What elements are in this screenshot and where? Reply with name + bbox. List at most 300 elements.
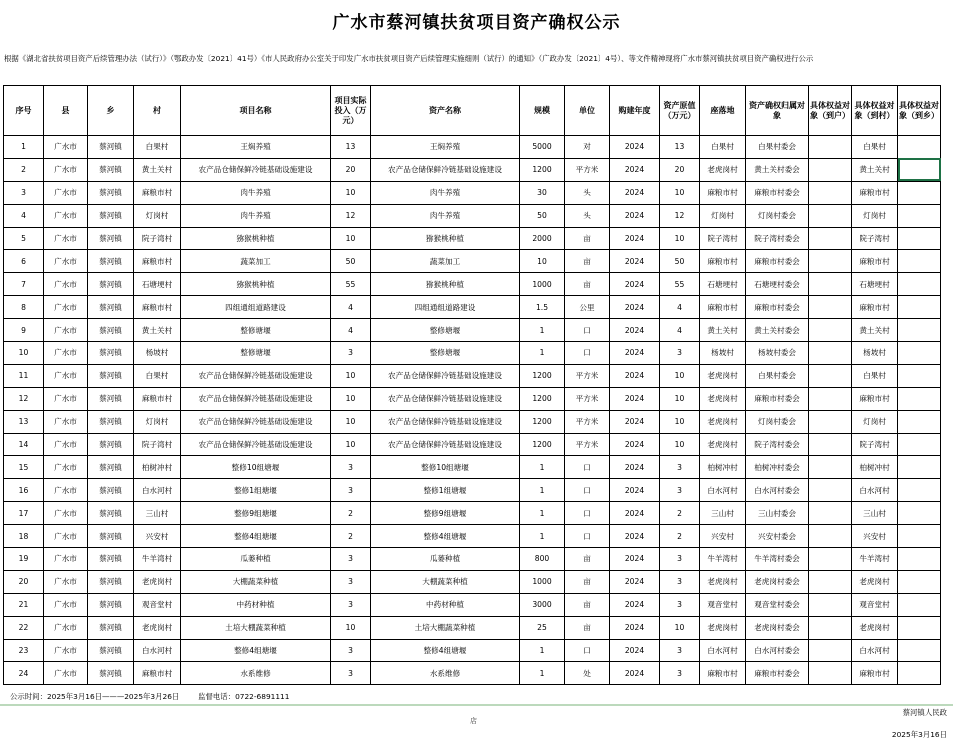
table-cell[interactable]: 广水市 xyxy=(44,342,88,365)
table-cell[interactable]: 黄土关村 xyxy=(852,319,898,342)
table-cell[interactable]: 亩 xyxy=(565,273,610,296)
table-cell[interactable] xyxy=(898,525,941,548)
table-cell[interactable]: 蔡河镇 xyxy=(88,227,134,250)
table-cell[interactable]: 3 xyxy=(4,181,44,204)
table-cell[interactable]: 口 xyxy=(565,525,610,548)
table-cell[interactable]: 老虎岗村 xyxy=(700,433,746,456)
table-cell[interactable]: 2024 xyxy=(610,158,660,181)
table-cell[interactable]: 3 xyxy=(660,548,700,571)
table-cell[interactable] xyxy=(898,616,941,639)
table-cell[interactable]: 白水河村 xyxy=(134,639,181,662)
column-header[interactable]: 座落地 xyxy=(700,86,746,136)
table-cell[interactable]: 猕猴桃种植 xyxy=(181,227,331,250)
table-cell[interactable]: 亩 xyxy=(565,616,610,639)
table-cell[interactable]: 黄土关村 xyxy=(134,319,181,342)
column-header[interactable]: 村 xyxy=(134,86,181,136)
table-cell[interactable]: 广水市 xyxy=(44,570,88,593)
table-cell[interactable]: 1 xyxy=(520,662,565,685)
table-cell[interactable]: 头 xyxy=(565,204,610,227)
table-cell[interactable]: 农产品仓储保鲜冷链基础设施建设 xyxy=(181,433,331,456)
table-cell[interactable]: 整修4组塘堰 xyxy=(181,525,331,548)
column-header[interactable]: 项目名称 xyxy=(181,86,331,136)
table-cell[interactable]: 2024 xyxy=(610,181,660,204)
table-cell[interactable]: 蔡河镇 xyxy=(88,158,134,181)
table-cell[interactable]: 蔡河镇 xyxy=(88,296,134,319)
table-cell[interactable]: 广水市 xyxy=(44,250,88,273)
table-cell[interactable]: 蔡河镇 xyxy=(88,136,134,159)
table-cell[interactable]: 16 xyxy=(4,479,44,502)
table-cell[interactable]: 麻粮市村 xyxy=(134,296,181,319)
table-cell[interactable]: 三山村 xyxy=(852,502,898,525)
table-cell[interactable] xyxy=(809,273,852,296)
table-cell[interactable]: 观音堂村委会 xyxy=(746,593,809,616)
table-cell[interactable]: 蔡河镇 xyxy=(88,273,134,296)
table-cell[interactable]: 兴安村 xyxy=(852,525,898,548)
table-cell[interactable] xyxy=(809,227,852,250)
table-cell[interactable]: 3 xyxy=(331,570,371,593)
table-cell[interactable]: 农产品仓储保鲜冷链基础设施建设 xyxy=(371,158,520,181)
table-cell[interactable]: 瓜蒌种植 xyxy=(371,548,520,571)
table-cell[interactable]: 13 xyxy=(660,136,700,159)
table-cell[interactable]: 广水市 xyxy=(44,181,88,204)
table-cell[interactable]: 3 xyxy=(331,593,371,616)
table-cell[interactable]: 1 xyxy=(520,639,565,662)
table-cell[interactable]: 老虎岗村 xyxy=(700,158,746,181)
table-cell[interactable]: 3 xyxy=(331,456,371,479)
table-cell[interactable]: 10 xyxy=(4,342,44,365)
table-cell[interactable]: 10 xyxy=(331,616,371,639)
table-cell[interactable]: 老虎岗村 xyxy=(134,616,181,639)
table-cell[interactable]: 老虎岗村 xyxy=(134,570,181,593)
column-header[interactable]: 具体权益对象（到村） xyxy=(852,86,898,136)
table-cell[interactable]: 院子湾村 xyxy=(852,227,898,250)
table-cell[interactable] xyxy=(809,136,852,159)
table-cell[interactable]: 10 xyxy=(660,410,700,433)
column-header[interactable]: 规模 xyxy=(520,86,565,136)
table-cell[interactable]: 灯岗村委会 xyxy=(746,410,809,433)
table-cell[interactable]: 2024 xyxy=(610,502,660,525)
table-cell[interactable]: 肉牛养殖 xyxy=(181,204,331,227)
table-cell[interactable]: 55 xyxy=(331,273,371,296)
table-cell[interactable]: 10 xyxy=(660,387,700,410)
table-cell[interactable]: 8 xyxy=(4,296,44,319)
table-cell[interactable]: 石塘埂村委会 xyxy=(746,273,809,296)
table-cell[interactable]: 公里 xyxy=(565,296,610,319)
table-cell[interactable]: 蔡河镇 xyxy=(88,479,134,502)
table-cell[interactable]: 口 xyxy=(565,639,610,662)
table-cell[interactable]: 兴安村 xyxy=(700,525,746,548)
table-cell[interactable] xyxy=(898,662,941,685)
table-cell[interactable]: 2024 xyxy=(610,204,660,227)
table-cell[interactable]: 3 xyxy=(331,639,371,662)
table-cell[interactable] xyxy=(809,616,852,639)
table-cell[interactable] xyxy=(809,319,852,342)
table-cell[interactable] xyxy=(809,502,852,525)
table-cell[interactable]: 整修4组塘堰 xyxy=(371,525,520,548)
table-cell[interactable] xyxy=(809,548,852,571)
table-cell[interactable] xyxy=(898,479,941,502)
table-cell[interactable]: 白果村 xyxy=(700,136,746,159)
table-cell[interactable]: 2024 xyxy=(610,410,660,433)
table-cell[interactable]: 灯岗村 xyxy=(134,204,181,227)
table-cell[interactable]: 7 xyxy=(4,273,44,296)
table-cell[interactable]: 2024 xyxy=(610,136,660,159)
table-cell[interactable] xyxy=(898,433,941,456)
table-cell[interactable]: 12 xyxy=(660,204,700,227)
table-cell[interactable]: 猕猴桃种植 xyxy=(371,227,520,250)
column-header[interactable]: 乡 xyxy=(88,86,134,136)
table-cell[interactable]: 灯岗村委会 xyxy=(746,204,809,227)
table-cell[interactable]: 蔡河镇 xyxy=(88,387,134,410)
table-cell[interactable]: 整修塘堰 xyxy=(181,319,331,342)
table-cell[interactable]: 1.5 xyxy=(520,296,565,319)
table-cell[interactable]: 中药材种植 xyxy=(181,593,331,616)
table-cell[interactable]: 农产品仓储保鲜冷链基础设施建设 xyxy=(371,387,520,410)
table-cell[interactable]: 麻粮市村 xyxy=(700,250,746,273)
table-cell[interactable]: 整修塘堰 xyxy=(371,342,520,365)
table-cell[interactable]: 肉牛养殖 xyxy=(181,181,331,204)
column-header[interactable]: 项目实际投入（万元） xyxy=(331,86,371,136)
table-cell[interactable]: 杨坡村委会 xyxy=(746,342,809,365)
table-cell[interactable]: 麻粮市村 xyxy=(700,662,746,685)
table-cell[interactable]: 广水市 xyxy=(44,364,88,387)
table-cell[interactable]: 2 xyxy=(660,502,700,525)
table-cell[interactable] xyxy=(898,250,941,273)
table-cell[interactable]: 柏树冲村委会 xyxy=(746,456,809,479)
table-cell[interactable]: 土培大棚蔬菜种植 xyxy=(371,616,520,639)
table-cell[interactable]: 广水市 xyxy=(44,204,88,227)
table-cell[interactable] xyxy=(898,319,941,342)
table-cell[interactable]: 杨坡村 xyxy=(134,342,181,365)
table-cell[interactable] xyxy=(809,181,852,204)
table-cell[interactable]: 整修9组塘堰 xyxy=(181,502,331,525)
table-cell[interactable]: 18 xyxy=(4,525,44,548)
table-cell[interactable]: 口 xyxy=(565,319,610,342)
table-cell[interactable]: 平方米 xyxy=(565,364,610,387)
table-cell[interactable]: 对 xyxy=(565,136,610,159)
table-cell[interactable] xyxy=(898,204,941,227)
table-cell[interactable]: 黄土关村 xyxy=(134,158,181,181)
table-cell[interactable]: 22 xyxy=(4,616,44,639)
table-cell[interactable]: 老虎岗村委会 xyxy=(746,616,809,639)
table-cell[interactable]: 头 xyxy=(565,181,610,204)
table-cell[interactable]: 2024 xyxy=(610,342,660,365)
table-cell[interactable]: 广水市 xyxy=(44,662,88,685)
table-cell[interactable]: 农产品仓储保鲜冷链基础设施建设 xyxy=(371,364,520,387)
table-cell[interactable]: 广水市 xyxy=(44,387,88,410)
table-cell[interactable]: 整修塘堰 xyxy=(371,319,520,342)
table-cell[interactable]: 4 xyxy=(331,319,371,342)
table-cell[interactable]: 蔡河镇 xyxy=(88,616,134,639)
table-cell[interactable]: 杨坡村 xyxy=(700,342,746,365)
table-cell[interactable]: 广水市 xyxy=(44,158,88,181)
table-cell[interactable]: 农产品仓储保鲜冷链基础设施建设 xyxy=(371,433,520,456)
table-cell[interactable]: 蔡河镇 xyxy=(88,342,134,365)
table-cell[interactable]: 3 xyxy=(660,639,700,662)
table-cell[interactable]: 蔡河镇 xyxy=(88,181,134,204)
table-cell[interactable]: 农产品仓储保鲜冷链基础设施建设 xyxy=(371,410,520,433)
table-cell[interactable]: 灯岗村 xyxy=(700,204,746,227)
table-cell[interactable]: 白果村 xyxy=(852,364,898,387)
table-cell[interactable]: 15 xyxy=(4,456,44,479)
table-cell[interactable]: 广水市 xyxy=(44,525,88,548)
table-cell[interactable]: 蔡河镇 xyxy=(88,250,134,273)
table-cell[interactable]: 广水市 xyxy=(44,296,88,319)
table-cell[interactable]: 广水市 xyxy=(44,227,88,250)
table-cell[interactable]: 平方米 xyxy=(565,433,610,456)
table-cell[interactable]: 广水市 xyxy=(44,410,88,433)
table-cell[interactable]: 老虎岗村 xyxy=(700,616,746,639)
table-cell[interactable]: 牛羊湾村 xyxy=(134,548,181,571)
table-cell[interactable]: 1 xyxy=(520,525,565,548)
table-cell[interactable]: 蔡河镇 xyxy=(88,410,134,433)
column-header[interactable]: 单位 xyxy=(565,86,610,136)
table-cell[interactable] xyxy=(898,456,941,479)
table-cell[interactable] xyxy=(809,456,852,479)
table-cell[interactable]: 3 xyxy=(660,456,700,479)
table-cell[interactable]: 广水市 xyxy=(44,136,88,159)
table-cell[interactable]: 1 xyxy=(520,479,565,502)
table-cell[interactable]: 杨坡村 xyxy=(852,342,898,365)
table-cell[interactable]: 平方米 xyxy=(565,387,610,410)
table-cell[interactable]: 3 xyxy=(331,548,371,571)
table-cell[interactable]: 21 xyxy=(4,593,44,616)
table-cell[interactable]: 灯岗村 xyxy=(134,410,181,433)
table-cell[interactable]: 麻粮市村委会 xyxy=(746,250,809,273)
table-cell[interactable]: 2024 xyxy=(610,273,660,296)
table-cell[interactable]: 10 xyxy=(520,250,565,273)
table-cell[interactable]: 麻粮市村 xyxy=(700,296,746,319)
table-cell[interactable]: 23 xyxy=(4,639,44,662)
table-cell[interactable]: 白果村委会 xyxy=(746,364,809,387)
table-cell[interactable]: 整修1组塘堰 xyxy=(181,479,331,502)
table-cell[interactable]: 农产品仓储保鲜冷链基础设施建设 xyxy=(181,410,331,433)
table-cell[interactable]: 白果村 xyxy=(134,136,181,159)
table-cell[interactable]: 蔡河镇 xyxy=(88,570,134,593)
table-cell[interactable]: 牛羊湾村 xyxy=(852,548,898,571)
table-cell[interactable]: 麻粮市村委会 xyxy=(746,387,809,410)
table-cell[interactable]: 4 xyxy=(660,296,700,319)
table-cell[interactable]: 白果村 xyxy=(134,364,181,387)
table-cell[interactable]: 石塘埂村 xyxy=(852,273,898,296)
table-cell[interactable]: 17 xyxy=(4,502,44,525)
table-cell[interactable]: 白水河村委会 xyxy=(746,639,809,662)
table-cell[interactable]: 1200 xyxy=(520,387,565,410)
table-cell[interactable]: 白果村委会 xyxy=(746,136,809,159)
table-cell[interactable]: 50 xyxy=(520,204,565,227)
column-header[interactable]: 资产原值（万元） xyxy=(660,86,700,136)
table-cell[interactable]: 1 xyxy=(4,136,44,159)
table-cell[interactable]: 蔡河镇 xyxy=(88,433,134,456)
table-cell[interactable]: 3000 xyxy=(520,593,565,616)
table-cell[interactable]: 广水市 xyxy=(44,456,88,479)
column-header[interactable]: 县 xyxy=(44,86,88,136)
table-cell[interactable] xyxy=(898,410,941,433)
table-cell[interactable]: 广水市 xyxy=(44,593,88,616)
table-cell[interactable]: 10 xyxy=(660,433,700,456)
table-cell[interactable] xyxy=(809,593,852,616)
table-cell[interactable]: 麻粮市村 xyxy=(134,250,181,273)
table-cell[interactable] xyxy=(898,387,941,410)
table-cell[interactable]: 王焖养殖 xyxy=(371,136,520,159)
table-cell[interactable]: 牛羊湾村委会 xyxy=(746,548,809,571)
table-cell[interactable]: 2024 xyxy=(610,296,660,319)
table-cell[interactable]: 10 xyxy=(331,364,371,387)
table-cell[interactable]: 10 xyxy=(660,181,700,204)
table-cell[interactable] xyxy=(809,662,852,685)
table-cell[interactable]: 1000 xyxy=(520,273,565,296)
table-cell[interactable]: 2024 xyxy=(610,250,660,273)
table-cell[interactable]: 亩 xyxy=(565,548,610,571)
table-cell[interactable]: 灯岗村 xyxy=(852,410,898,433)
table-cell[interactable]: 白水河村 xyxy=(134,479,181,502)
table-cell[interactable]: 麻粮市村 xyxy=(852,250,898,273)
table-cell[interactable]: 6 xyxy=(4,250,44,273)
table-cell[interactable]: 白水河村 xyxy=(700,639,746,662)
table-cell[interactable]: 广水市 xyxy=(44,639,88,662)
table-cell[interactable]: 蔡河镇 xyxy=(88,502,134,525)
table-cell[interactable]: 麻粮市村 xyxy=(134,387,181,410)
table-cell[interactable] xyxy=(809,342,852,365)
table-cell[interactable]: 蔡河镇 xyxy=(88,204,134,227)
table-cell[interactable]: 老虎岗村 xyxy=(700,364,746,387)
table-cell[interactable]: 广水市 xyxy=(44,616,88,639)
table-cell[interactable]: 土培大棚蔬菜种植 xyxy=(181,616,331,639)
table-cell[interactable]: 老虎岗村委会 xyxy=(746,570,809,593)
table-cell[interactable]: 整修4组塘堰 xyxy=(371,639,520,662)
table-cell[interactable]: 整修10组塘堰 xyxy=(181,456,331,479)
table-cell[interactable]: 10 xyxy=(331,387,371,410)
table-cell[interactable]: 院子湾村委会 xyxy=(746,227,809,250)
table-cell[interactable]: 麻粮市村 xyxy=(700,181,746,204)
table-cell[interactable] xyxy=(809,296,852,319)
table-cell[interactable]: 10 xyxy=(331,433,371,456)
table-cell[interactable]: 3 xyxy=(660,342,700,365)
column-header[interactable]: 资产确权归属对象 xyxy=(746,86,809,136)
table-cell[interactable]: 石塘埂村 xyxy=(134,273,181,296)
table-cell[interactable]: 麻粮市村委会 xyxy=(746,662,809,685)
table-cell[interactable]: 2024 xyxy=(610,616,660,639)
table-cell[interactable]: 水系维修 xyxy=(181,662,331,685)
column-header[interactable]: 序号 xyxy=(4,86,44,136)
table-cell[interactable] xyxy=(898,158,941,181)
table-cell[interactable]: 蔬菜加工 xyxy=(181,250,331,273)
table-cell[interactable]: 14 xyxy=(4,433,44,456)
table-cell[interactable]: 老虎岗村 xyxy=(700,410,746,433)
table-cell[interactable]: 4 xyxy=(660,319,700,342)
table-cell[interactable] xyxy=(809,410,852,433)
table-cell[interactable]: 麻粮市村 xyxy=(134,662,181,685)
table-cell[interactable]: 黄土关村委会 xyxy=(746,319,809,342)
table-cell[interactable]: 1 xyxy=(520,456,565,479)
table-cell[interactable]: 2024 xyxy=(610,319,660,342)
table-cell[interactable]: 1000 xyxy=(520,570,565,593)
table-cell[interactable]: 3 xyxy=(331,342,371,365)
table-cell[interactable]: 院子湾村 xyxy=(134,433,181,456)
table-cell[interactable]: 平方米 xyxy=(565,158,610,181)
table-cell[interactable]: 猕猴桃种植 xyxy=(181,273,331,296)
table-cell[interactable]: 3 xyxy=(331,662,371,685)
table-cell[interactable]: 2024 xyxy=(610,593,660,616)
table-cell[interactable]: 10 xyxy=(331,227,371,250)
table-cell[interactable] xyxy=(898,502,941,525)
table-cell[interactable]: 白水河村 xyxy=(852,479,898,502)
table-cell[interactable] xyxy=(898,593,941,616)
table-cell[interactable]: 水系维修 xyxy=(371,662,520,685)
table-cell[interactable]: 麻粮市村 xyxy=(134,181,181,204)
table-cell[interactable]: 11 xyxy=(4,364,44,387)
table-cell[interactable]: 中药材种植 xyxy=(371,593,520,616)
table-cell[interactable]: 白果村 xyxy=(852,136,898,159)
table-cell[interactable] xyxy=(809,433,852,456)
table-cell[interactable]: 麻粮市村 xyxy=(852,296,898,319)
table-cell[interactable]: 2024 xyxy=(610,479,660,502)
table-cell[interactable]: 20 xyxy=(4,570,44,593)
table-cell[interactable]: 12 xyxy=(4,387,44,410)
table-cell[interactable]: 瓜蒌种植 xyxy=(181,548,331,571)
table-cell[interactable]: 处 xyxy=(565,662,610,685)
table-cell[interactable]: 广水市 xyxy=(44,433,88,456)
table-cell[interactable]: 整修10组塘堰 xyxy=(371,456,520,479)
table-cell[interactable] xyxy=(898,548,941,571)
table-cell[interactable]: 1200 xyxy=(520,158,565,181)
table-cell[interactable]: 蔡河镇 xyxy=(88,456,134,479)
table-cell[interactable]: 口 xyxy=(565,456,610,479)
table-cell[interactable]: 3 xyxy=(660,570,700,593)
table-cell[interactable]: 24 xyxy=(4,662,44,685)
table-cell[interactable] xyxy=(809,479,852,502)
table-cell[interactable]: 整修4组塘堰 xyxy=(181,639,331,662)
table-cell[interactable]: 2024 xyxy=(610,227,660,250)
table-cell[interactable] xyxy=(809,250,852,273)
table-cell[interactable]: 10 xyxy=(331,181,371,204)
table-cell[interactable]: 麻粮市村委会 xyxy=(746,181,809,204)
table-cell[interactable]: 50 xyxy=(660,250,700,273)
table-cell[interactable]: 整修9组塘堰 xyxy=(371,502,520,525)
table-cell[interactable]: 55 xyxy=(660,273,700,296)
table-cell[interactable]: 农产品仓储保鲜冷链基础设施建设 xyxy=(181,387,331,410)
table-cell[interactable]: 蔡河镇 xyxy=(88,662,134,685)
table-cell[interactable]: 院子湾村 xyxy=(700,227,746,250)
table-cell[interactable]: 麻粮市村 xyxy=(852,387,898,410)
table-cell[interactable]: 10 xyxy=(660,227,700,250)
table-cell[interactable]: 10 xyxy=(331,410,371,433)
table-cell[interactable]: 1 xyxy=(520,342,565,365)
table-cell[interactable]: 2 xyxy=(4,158,44,181)
table-cell[interactable]: 4 xyxy=(4,204,44,227)
table-cell[interactable]: 1200 xyxy=(520,410,565,433)
table-cell[interactable]: 亩 xyxy=(565,593,610,616)
table-cell[interactable]: 2024 xyxy=(610,456,660,479)
table-cell[interactable]: 整修1组塘堰 xyxy=(371,479,520,502)
table-cell[interactable]: 兴安村 xyxy=(134,525,181,548)
table-cell[interactable]: 观音堂村 xyxy=(700,593,746,616)
table-cell[interactable]: 50 xyxy=(331,250,371,273)
table-cell[interactable]: 肉牛养殖 xyxy=(371,181,520,204)
table-cell[interactable]: 2024 xyxy=(610,433,660,456)
table-cell[interactable] xyxy=(809,387,852,410)
table-cell[interactable]: 3 xyxy=(660,479,700,502)
table-cell[interactable]: 大棚蔬菜种植 xyxy=(181,570,331,593)
table-cell[interactable]: 2024 xyxy=(610,639,660,662)
table-cell[interactable]: 白水河村 xyxy=(852,639,898,662)
table-cell[interactable]: 3 xyxy=(660,662,700,685)
table-cell[interactable]: 1 xyxy=(520,502,565,525)
table-cell[interactable]: 10 xyxy=(660,364,700,387)
table-cell[interactable]: 柏树冲村 xyxy=(852,456,898,479)
table-cell[interactable] xyxy=(898,342,941,365)
table-cell[interactable]: 广水市 xyxy=(44,273,88,296)
